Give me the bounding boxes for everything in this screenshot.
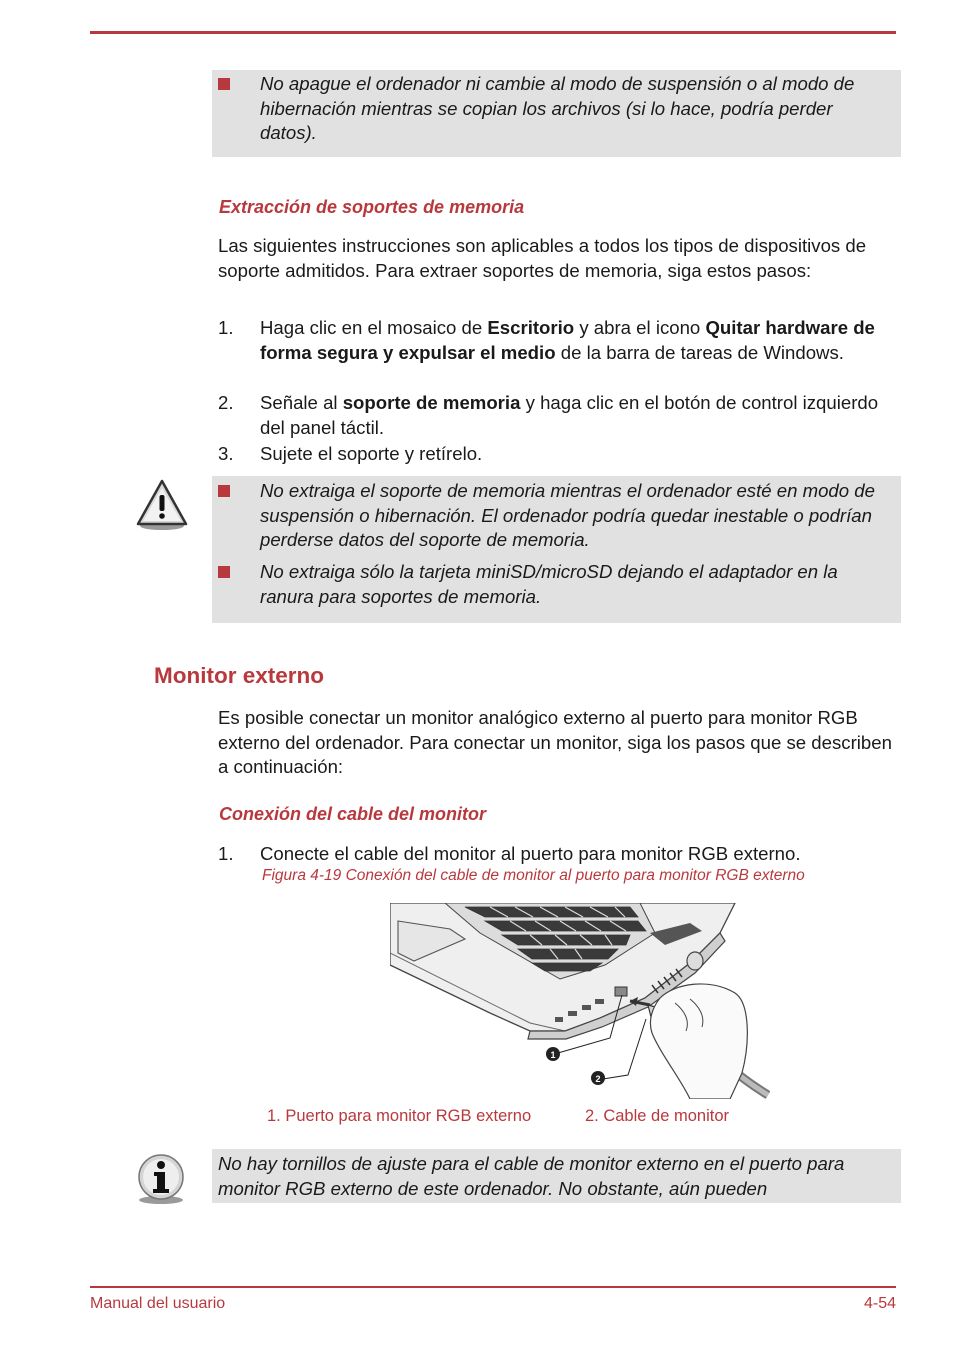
callout-1: 1 (550, 1050, 556, 1060)
step-number: 1. (218, 843, 234, 864)
legend-item-cable: 2. Cable de monitor (585, 1107, 729, 1125)
info-icon (135, 1152, 187, 1206)
bullet-square-icon (218, 78, 230, 90)
figure-caption: Figura 4-19 Conexión del cable de monitor al puerto para monitor RGB externo (262, 867, 805, 884)
subheading-extraccion: Extracción de soportes de memoria (219, 197, 525, 217)
warning-box (212, 476, 901, 623)
step-text: Sujete el soporte y retírelo. (260, 443, 483, 464)
bullet-square-icon (218, 485, 230, 497)
warning-bullet-text: No extraiga sólo la tarjeta miniSD/microSD dejando el adaptador en la ranura para soportes de memoria. (260, 561, 838, 607)
callout-2: 2 (595, 1074, 601, 1084)
warning-triangle-icon (135, 478, 189, 532)
step-text: Haga clic en el mosaico de Escritorio y abra el icono Quitar hardware de forma segura y expulsar el medio de la barra de tareas de Windows. (260, 317, 875, 363)
step-number: 3. (218, 443, 234, 464)
step-text: Conecte el cable del monitor al puerto para monitor RGB externo. (260, 843, 801, 864)
laptop-monitor-cable-illustration (390, 903, 770, 1099)
step-number: 1. (218, 317, 234, 338)
note-box-data-loss (212, 70, 901, 157)
warning-bullet-text: No extraiga el soporte de memoria mientras el ordenador esté en modo de suspensión o hibernación. El ordenador podría quedar inestable o podrían perderse datos del soporte de memoria. (260, 480, 875, 550)
subheading-conexion: Conexión del cable del monitor (219, 804, 487, 824)
footer-rule (90, 1286, 896, 1288)
step-number: 2. (218, 392, 234, 413)
monitor-intro: Es posible conectar un monitor analógico externo al puerto para monitor RGB externo del ordenador. Para conectar un monitor, siga los pasos que se describen a continuación: (218, 707, 892, 777)
step-text: Señale al soporte de memoria y haga clic en el botón de control izquierdo del panel táctil. (260, 392, 879, 438)
info-note-box (212, 1149, 901, 1203)
legend-item-port: 1. Puerto para monitor RGB externo (267, 1107, 532, 1125)
header-rule (90, 31, 896, 34)
section-heading-monitor: Monitor externo (154, 663, 325, 688)
footer-title: Manual del usuario (90, 1295, 226, 1312)
bullet-square-icon (218, 566, 230, 578)
removal-intro: Las siguientes instrucciones son aplicables a todos los tipos de dispositivos de soporte admitidos. Para extraer soportes de memoria, siga estos pasos: (218, 235, 867, 281)
note-bullet-text: No apague el ordenador ni cambie al modo de suspensión o al modo de hibernación mientras se copian los archivos (si lo hace, podría perder datos). (260, 73, 855, 143)
info-note-text: No hay tornillos de ajuste para el cable de monitor externo en el puerto para monitor RGB externo de este ordenador. No obstante, aún pueden (218, 1153, 845, 1199)
page-number: 4-54 (863, 1295, 896, 1312)
